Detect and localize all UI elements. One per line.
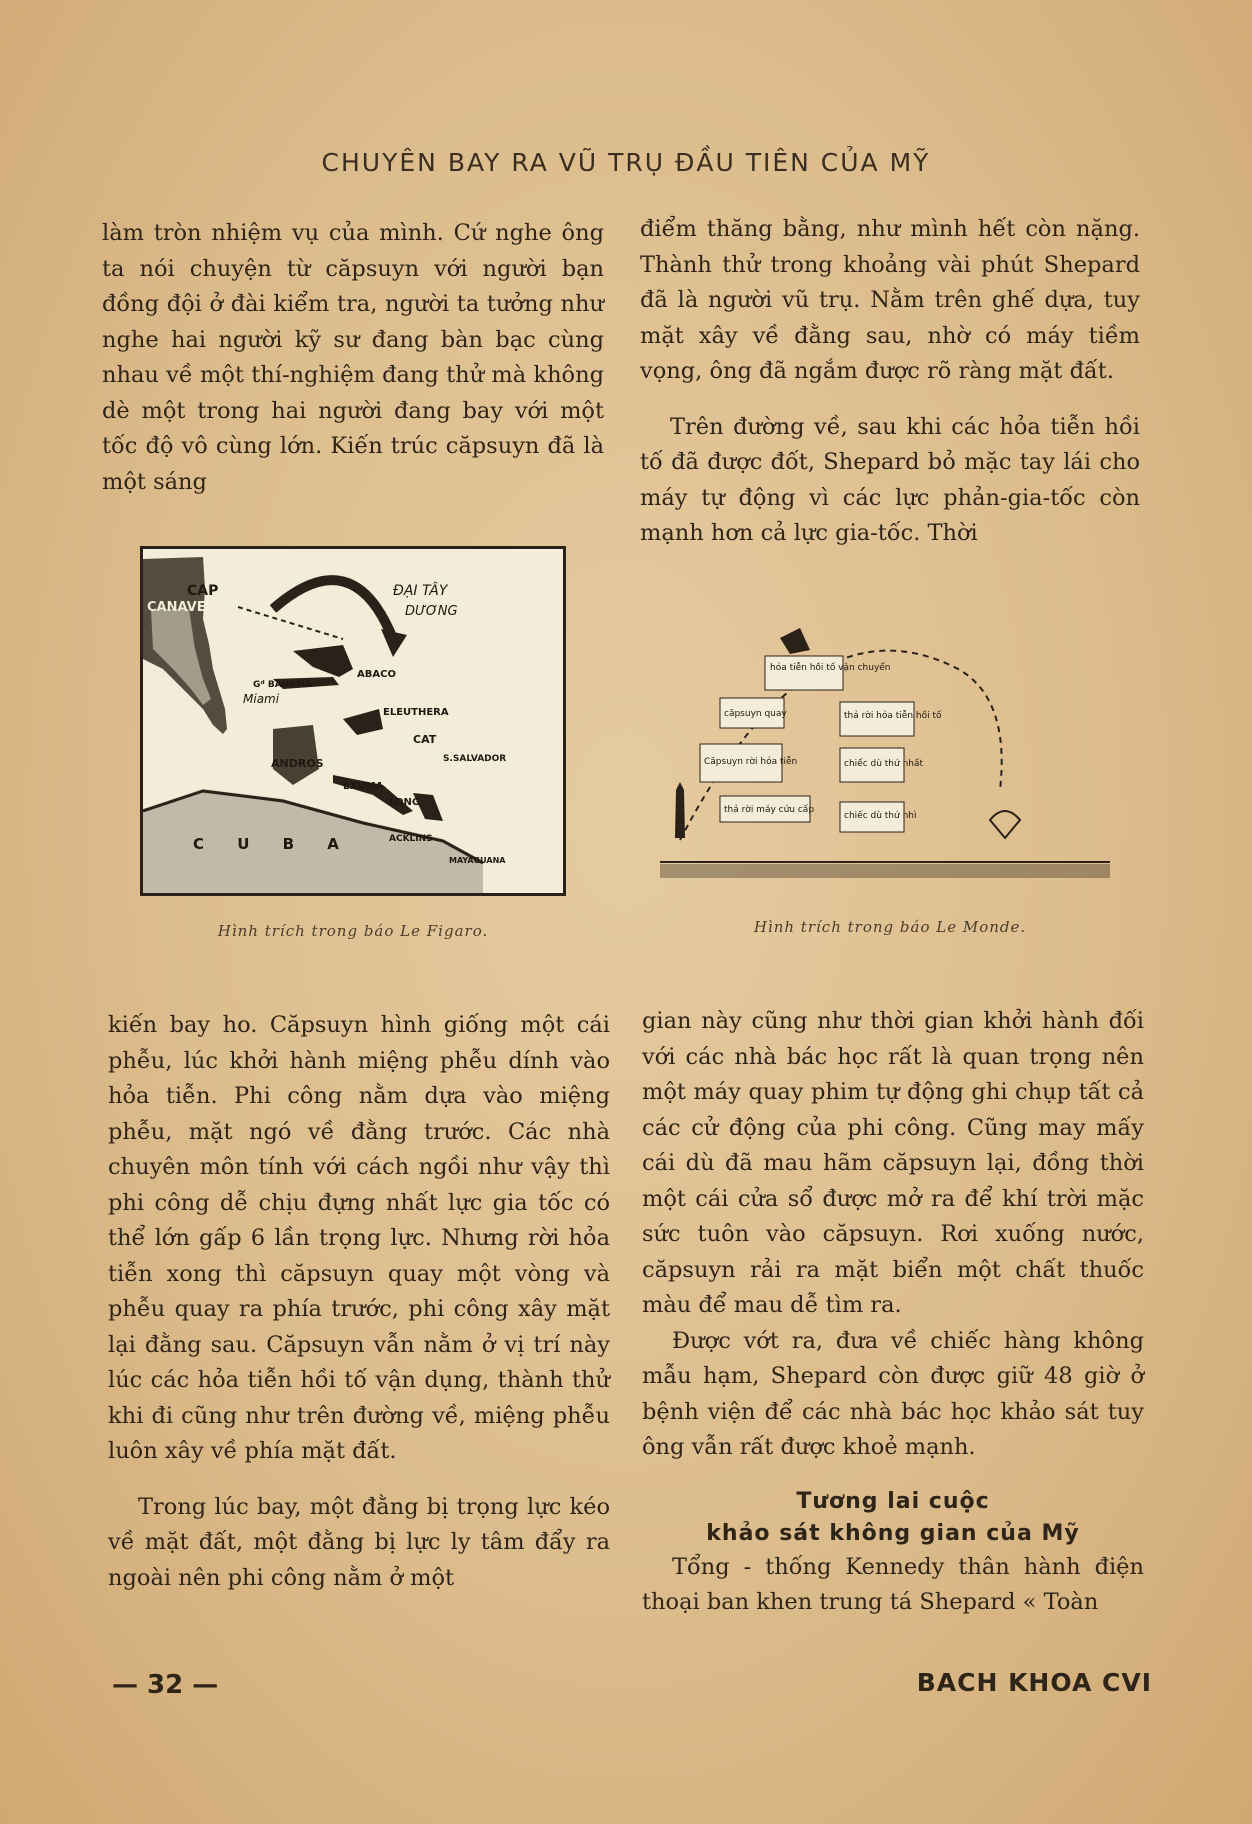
capsule-icon: [780, 628, 810, 654]
diagram-label: chiếc dù thứ nhất: [844, 759, 924, 769]
parachute-icon: [990, 811, 1020, 838]
flight-diagram: [660, 610, 1120, 890]
paragraph: Tổng - thống Kennedy thân hành điện thoại ban khen trung tá Shepard « Toàn: [642, 1553, 1144, 1615]
bahamas-florida-map: [143, 549, 563, 893]
column-right-top: [640, 212, 1140, 552]
map-label: CAT: [413, 733, 437, 746]
trajectory-diagram: [660, 610, 1120, 890]
paragraph: điểm thăng bằng, như mình hết còn nặng. Thành thử trong khoảng vài phút Shepard đã là người vũ trụ. Nằm trên ghế dựa, tuy mặt xây về đằng sau, nhờ có máy tiềm vọng, ông đã ngắm được rõ ràng mặt đất.: [640, 216, 1140, 384]
andros-island: [273, 725, 319, 785]
map-label: ANDROS: [271, 757, 324, 770]
diagram-label: thả rời hỏa tiễn hồi tố: [844, 711, 942, 721]
diagram-label: chiếc dù thứ nhì: [844, 811, 917, 821]
map-label: FLORIDE: [212, 625, 245, 685]
map-label: ELEUTHERA: [383, 707, 449, 718]
figure-caption-left: Hình trích trong báo Le Figaro.: [217, 922, 489, 940]
section-heading-line2: khảo sát không gian của Mỹ: [706, 1520, 1080, 1546]
column-left-bottom: [108, 1008, 610, 1596]
publication-name: BACH KHOA CVI: [916, 1668, 1152, 1697]
map-label: CAP: [187, 583, 219, 599]
map-label: LONG: [389, 797, 421, 808]
paragraph: Trên đường về, sau khi các hỏa tiễn hồi tố đã được đốt, Shepard bỏ mặc tay lái cho máy tự động vì các lực phản-gia-tốc còn mạnh hơn cả lực gia-tốc. Thời: [640, 413, 1140, 546]
column-left-top: [102, 216, 604, 500]
running-title: CHUYÊN BAY RA VŨ TRỤ ĐẦU TIÊN CỦA MỸ: [321, 148, 931, 177]
diagram-label: Căpsuyn rời hỏa tiễn: [704, 757, 798, 767]
map-label: CANAVERAL: [147, 600, 234, 615]
paragraph: làm tròn nhiệm vụ của mình. Cứ nghe ông ta nói chuyện từ căpsuyn với người bạn đồng đội ở đài kiểm tra, người ta tưởng như nghe hai người kỹ sư đang bàn bạc cùng nhau về một thí-nghiệm đang thử mà không dè một trong hai người đang bay với một tốc độ vô cùng lớn. Kiến trúc căpsuyn đã là một sáng: [102, 220, 604, 495]
rocket-icon: [675, 782, 685, 838]
map-label: Miami: [243, 692, 280, 706]
map-label: S.SALVADOR: [443, 754, 507, 764]
map-label: EXUMA: [343, 781, 384, 792]
map-label: ABACO: [357, 669, 396, 680]
map-figure: [140, 546, 566, 896]
abaco-island: [293, 645, 353, 677]
diagram-label: hỏa tiễn hồi tố vận chuyển: [770, 663, 891, 673]
ground-hatching: [660, 864, 1110, 878]
flight-path: [238, 607, 343, 639]
paragraph: Được vớt ra, đưa về chiếc hàng không mẫu hạm, Shepard còn được giữ 48 giờ ở bệnh viện để các nhà bác học khảo sát tuy ông vẫn rất được khoẻ mạnh.: [642, 1327, 1144, 1460]
column-right-bottom: [642, 1004, 1144, 1621]
map-label: ĐẠI TÂY: [393, 583, 448, 599]
paragraph: Trong lúc bay, một đằng bị trọng lực kéo về mặt đất, một đằng bị lực ly tâm đẩy ra ngoài nên phi công nằm ở một: [108, 1493, 610, 1591]
page-number: — 32 —: [112, 1670, 219, 1700]
diagram-label: thả rời máy cứu cấp: [724, 805, 815, 815]
map-label: ACKLINS: [389, 834, 433, 844]
section-heading-line1: Tương lai cuộc: [796, 1488, 990, 1514]
paragraph: kiến bay ho. Căpsuyn hình giống một cái phễu, lúc khởi hành miệng phễu dính vào hỏa tiễn. Phi công nằm dựa vào miệng phễu, mặt ngó về đằng trước. Các nhà chuyên môn tính với cách ngồi như vậy thì phi công dễ chịu đựng nhất lực gia tốc có thể lớn gấp 6 lần trọng lực. Nhưng rời hỏa tiễn xong thì căpsuyn quay một vòng và phễu quay ra phía trước, phi công xây mặt lại đằng sau. Căpsuyn vẫn nằm ở vị trí này lúc các hỏa tiễn hồi tố vận dụng, thành thử khi đi cũng như trên đường về, miệng phễu luôn xây về phía mặt đất.: [108, 1012, 610, 1464]
figure-caption-right: Hình trích trong báo Le Monde.: [753, 918, 1027, 936]
section-heading: [642, 1486, 1144, 1550]
trajectory-arrow: [273, 580, 393, 639]
paragraph: gian này cũng như thời gian khởi hành đối với các nhà bác học rất là quan trọng nên một máy quay phim tự động ghi chụp tất cả các cử động của phi công. Cũng may mấy cái dù đã mau hãm căpsuyn lại, đồng thời một cái cửa sổ được mở ra để khí trời mặc sức tuôn vào căpsuyn. Rơi xuống nước, căpsuyn rải ra mặt biển một chất thuốc màu để mau dễ tìm ra.: [642, 1008, 1144, 1318]
map-label: MAYAGUANA: [449, 856, 506, 865]
map-label: C U B A: [193, 835, 353, 853]
map-label: DƯƠNG: [405, 604, 458, 619]
diagram-label: căpsuyn quay: [724, 709, 787, 719]
eleuthera-island: [343, 709, 383, 735]
map-label: Gᵈ BAHAMA: [253, 680, 313, 690]
